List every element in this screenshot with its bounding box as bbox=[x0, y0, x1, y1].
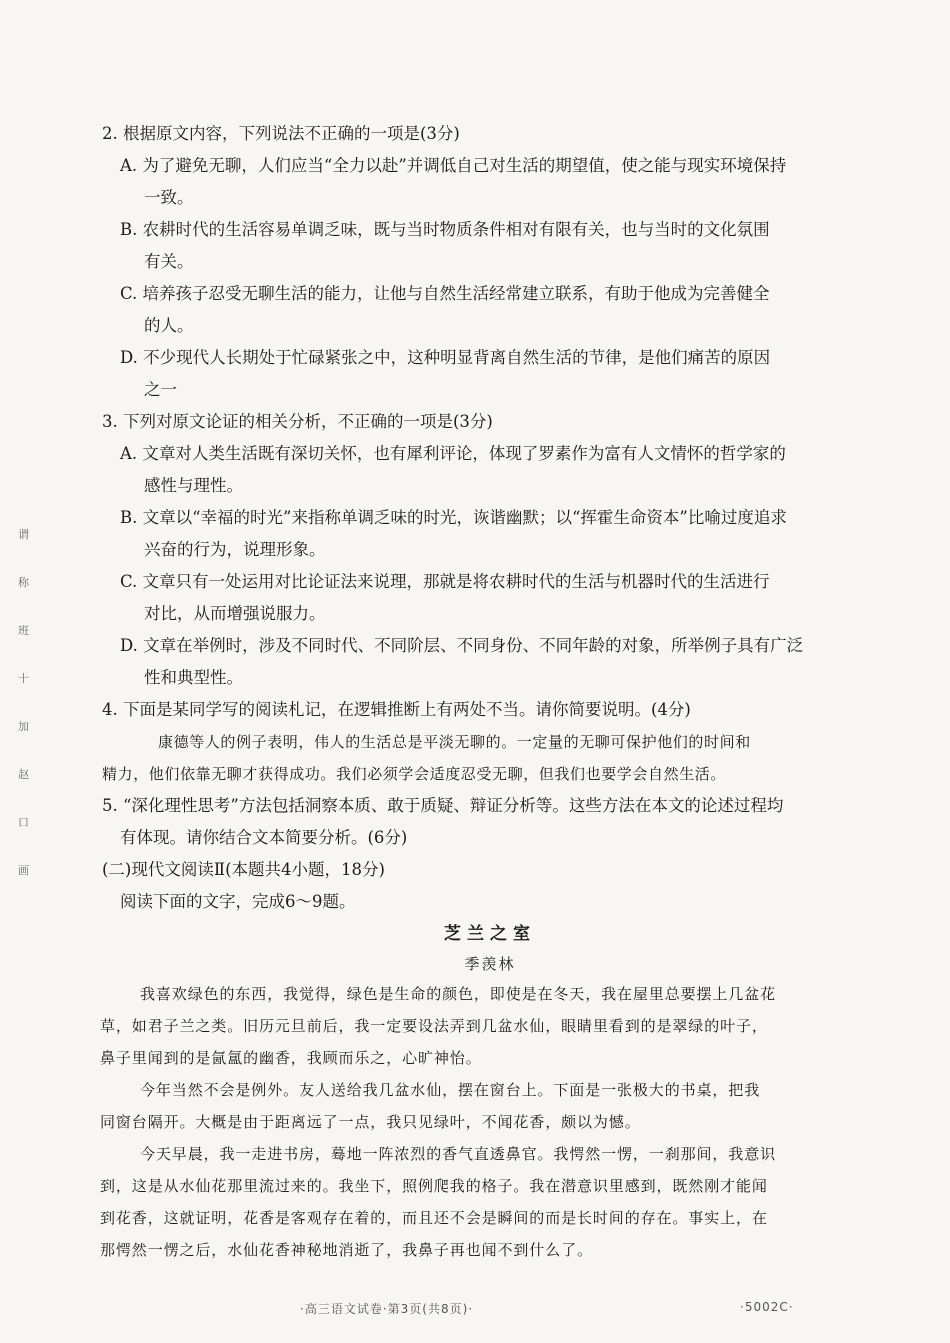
paragraph-line: 到，这是从水仙花那里流过来的。我坐下，照例爬我的格子。我在潜意识里感到，既然刚才能闻 bbox=[100, 1177, 768, 1195]
reading-note-cont: 精力，他们依靠无聊才获得成功。我们必须学会适度忍受无聊，但我们也要学会自然生活。 bbox=[102, 765, 727, 783]
question-stem: 5. “深化理性思考”方法包括洞察本质、敢于质疑、辩证分析等。这些方法在本文的论述过程均 bbox=[102, 796, 784, 815]
section-heading: (二)现代文阅读Ⅱ(本题共4小题，18分) bbox=[102, 860, 385, 879]
question-5 bbox=[100, 790, 880, 854]
option-c-cont: 的人。 bbox=[144, 316, 194, 335]
margin-char: 加 bbox=[18, 720, 29, 733]
paragraph-line: 那愕然一愣之后，水仙花香神秘地消逝了，我鼻子再也闻不到什么了。 bbox=[100, 1241, 593, 1259]
margin-char: 赵 bbox=[18, 768, 29, 781]
question-stem-cont: 有体现。请你结合文本简要分析。(6分) bbox=[120, 828, 408, 847]
reading-note: 康德等人的例子表明，伟人的生活总是平淡无聊的。一定量的无聊可保护他们的时间和 bbox=[158, 733, 751, 751]
option-c: C. 文章只有一处运用对比论证法来说理，那就是将农耕时代的生活与机器时代的生活进行 bbox=[120, 572, 770, 591]
question-stem: 3. 下列对原文论证的相关分析，不正确的一项是(3分) bbox=[102, 412, 493, 431]
question-3 bbox=[100, 406, 880, 694]
option-b: B. 农耕时代的生活容易单调乏味，既与当时物质条件相对有限有关，也与当时的文化氛围 bbox=[120, 220, 770, 239]
paragraph-line: 我喜欢绿色的东西，我觉得，绿色是生命的颜色，即使是在冬天，我在屋里总要摆上几盆花 bbox=[140, 985, 777, 1003]
option-a: A. 为了避免无聊，人们应当“全力以赴”并调低自己对生活的期望值，使之能与现实环境保持 bbox=[120, 156, 787, 175]
section-instruction: 阅读下面的文字，完成6～9题。 bbox=[120, 892, 356, 911]
article-author: 季羡林 bbox=[464, 955, 516, 973]
paragraph-line: 今年当然不会是例外。友人送给我几盆水仙，摆在窗台上。下面是一张极大的书桌，把我 bbox=[140, 1081, 761, 1099]
binding-margin bbox=[18, 528, 32, 912]
option-a: A. 文章对人类生活既有深切关怀，也有犀利评论，体现了罗素作为富有人文情怀的哲学家的 bbox=[120, 444, 786, 463]
margin-char: 谓 bbox=[18, 528, 29, 541]
paragraph-line: 今天早晨，我一走进书房，蓦地一阵浓烈的香气直透鼻官。我愕然一愣，一刹那间，我意识 bbox=[140, 1145, 777, 1163]
question-stem: 4. 下面是某同学写的阅读札记，在逻辑推断上有两处不当。请你简要说明。(4分) bbox=[102, 700, 691, 719]
paragraph-line: 到花香，这就证明，花香是客观存在着的，而且还不会是瞬间的而是长时间的存在。事实上，在 bbox=[100, 1209, 768, 1227]
paragraph-line: 鼻子里闻到的是氤氲的幽香，我顾而乐之，心旷神怡。 bbox=[100, 1049, 482, 1067]
footer-code: ·5002C· bbox=[740, 1300, 794, 1314]
margin-char: 口 bbox=[18, 816, 29, 829]
question-4 bbox=[100, 694, 880, 790]
option-d: D. 文章在举例时，涉及不同时代、不同阶层、不同身份、不同年龄的对象，所举例子具有广泛 bbox=[120, 636, 804, 655]
option-d: D. 不少现代人长期处于忙碌紧张之中，这种明显背离自然生活的节律，是他们痛苦的原因 bbox=[120, 348, 771, 367]
exam-content bbox=[100, 118, 880, 1266]
option-d-cont: 性和典型性。 bbox=[144, 668, 243, 687]
article-title: 芝兰之室 bbox=[444, 924, 536, 944]
option-a-cont: 一致。 bbox=[144, 188, 194, 207]
paragraph-line: 同窗台隔开。大概是由于距离远了一点，我只见绿叶，不闻花香，颇以为憾。 bbox=[100, 1113, 641, 1131]
option-c: C. 培养孩子忍受无聊生活的能力，让他与自然生活经常建立联系，有助于他成为完善健全 bbox=[120, 284, 770, 303]
section-2 bbox=[100, 854, 880, 918]
page-footer bbox=[0, 1300, 950, 1330]
paragraph-line: 草，如君子兰之类。旧历元旦前后，我一定要设法弄到几盆水仙，眼睛里看到的是翠绿的叶子， bbox=[100, 1017, 768, 1035]
margin-char: 画 bbox=[18, 864, 29, 877]
question-2 bbox=[100, 118, 880, 406]
option-c-cont: 对比，从而增强说服力。 bbox=[144, 604, 326, 623]
option-b-cont: 有关。 bbox=[144, 252, 194, 271]
margin-char: 十 bbox=[18, 672, 29, 685]
article bbox=[100, 918, 880, 1266]
option-d-cont: 之一 bbox=[144, 380, 177, 399]
option-b: B. 文章以“幸福的时光”来指称单调乏味的时光，诙谐幽默；以“挥霍生命资本”比喻过度追求 bbox=[120, 508, 787, 527]
option-a-cont: 感性与理性。 bbox=[144, 476, 243, 495]
margin-char: 称 bbox=[18, 576, 29, 589]
margin-char: 班 bbox=[18, 624, 29, 637]
footer-page-info: ·高三语文试卷·第3页(共8页)· bbox=[300, 1302, 474, 1316]
question-stem: 2. 根据原文内容，下列说法不正确的一项是(3分) bbox=[102, 124, 460, 143]
option-b-cont: 兴奋的行为，说理形象。 bbox=[144, 540, 326, 559]
